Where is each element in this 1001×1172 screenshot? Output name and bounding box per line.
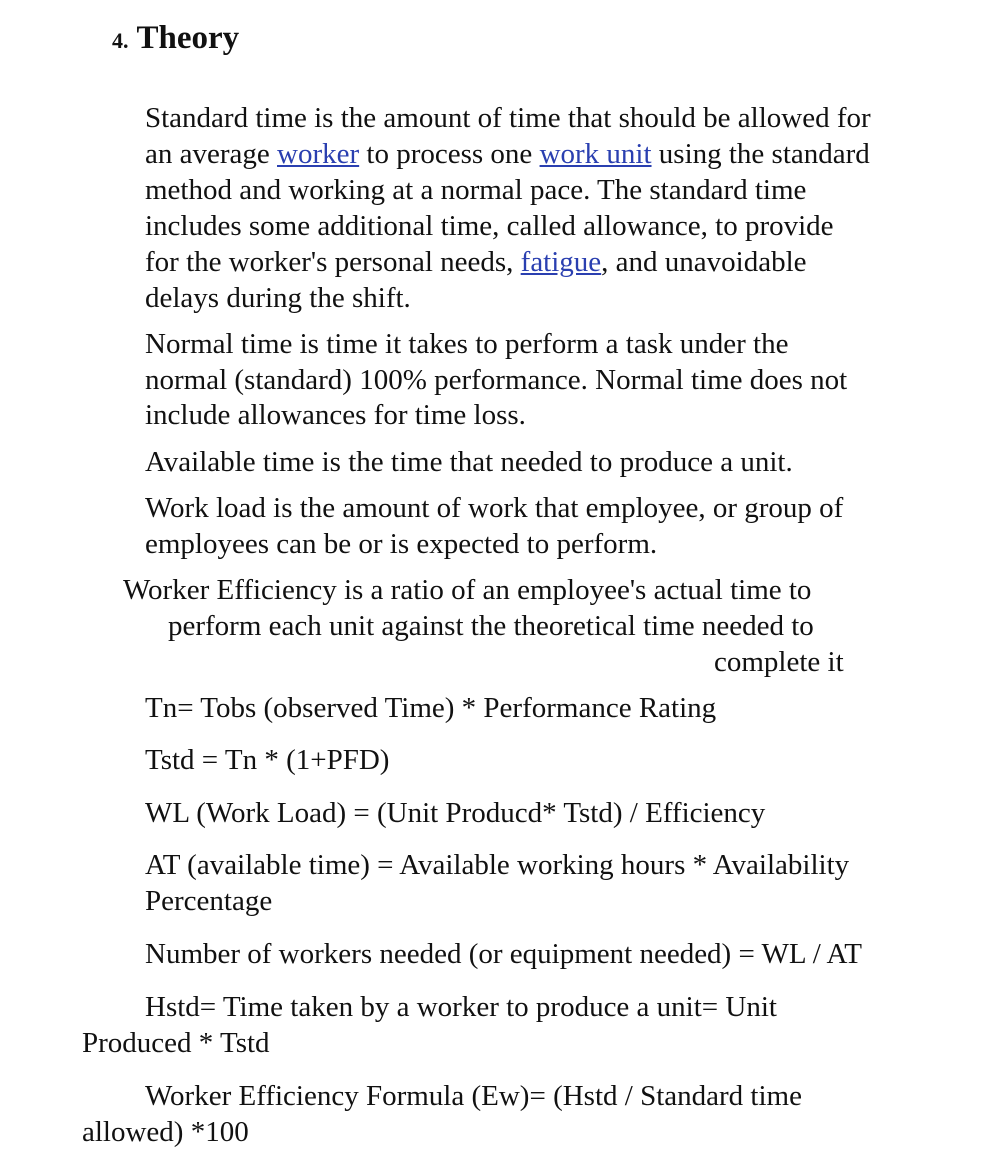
text-line: AT (available time) = Available working hours * Availability	[145, 849, 850, 881]
text-line: Worker Efficiency Formula (Ew)= (Hstd / Standard time	[145, 1080, 802, 1112]
text-line: Worker Efficiency is a ratio of an employee's actual time to	[123, 574, 812, 606]
work-load-formula: WL (Work Load) = (Unit Producd* Tstd) / Efficiency	[145, 797, 766, 829]
text-line: includes some additional time, called allowance, to provide	[145, 210, 834, 242]
text-line: Percentage	[145, 885, 273, 917]
section-title: Theory	[136, 20, 240, 56]
worker-link[interactable]: worker	[277, 138, 360, 170]
available-time-paragraph: Available time is the time that needed to produce a unit.	[145, 446, 793, 478]
text-line: Standard time is the amount of time that should be allowed for	[145, 102, 871, 134]
text-line: complete it	[714, 646, 844, 678]
fatigue-link[interactable]: fatigue	[520, 246, 602, 278]
work-unit-link[interactable]: work unit	[539, 138, 652, 170]
text-segment: for the worker's personal needs,	[145, 246, 521, 278]
text-line: include allowances for time loss.	[145, 399, 526, 431]
normal-time-formula: Tn= Tobs (observed Time) * Performance Rating	[145, 692, 717, 724]
text-line: Hstd= Time taken by a worker to produce a unit= Unit	[145, 991, 777, 1023]
text-line: Produced * Tstd	[82, 1027, 270, 1059]
text-line: Normal time is time it takes to perform a task under the	[145, 328, 789, 360]
text-segment: using the standard	[651, 138, 870, 170]
section-heading	[112, 20, 239, 57]
section-number: 4.	[112, 28, 129, 53]
text-line: employees can be or is expected to perform.	[145, 528, 658, 560]
text-line: normal (standard) 100% performance. Normal time does not	[145, 364, 848, 396]
text-segment: , and unavoidable	[601, 246, 807, 278]
text-line	[145, 244, 807, 280]
text-line: allowed) *100	[82, 1116, 249, 1148]
text-segment: to process one	[359, 138, 540, 170]
text-line: delays during the shift.	[145, 282, 411, 314]
text-line: perform each unit against the theoretical time needed to	[168, 610, 814, 642]
text-segment: an average	[145, 138, 278, 170]
text-line: method and working at a normal pace. The standard time	[145, 174, 807, 206]
standard-time-formula: Tstd = Tn * (1+PFD)	[145, 744, 390, 776]
workers-needed-formula: Number of workers needed (or equipment needed) = WL / AT	[145, 938, 862, 970]
text-line: Work load is the amount of work that employee, or group of	[145, 492, 844, 524]
text-line	[145, 136, 870, 172]
